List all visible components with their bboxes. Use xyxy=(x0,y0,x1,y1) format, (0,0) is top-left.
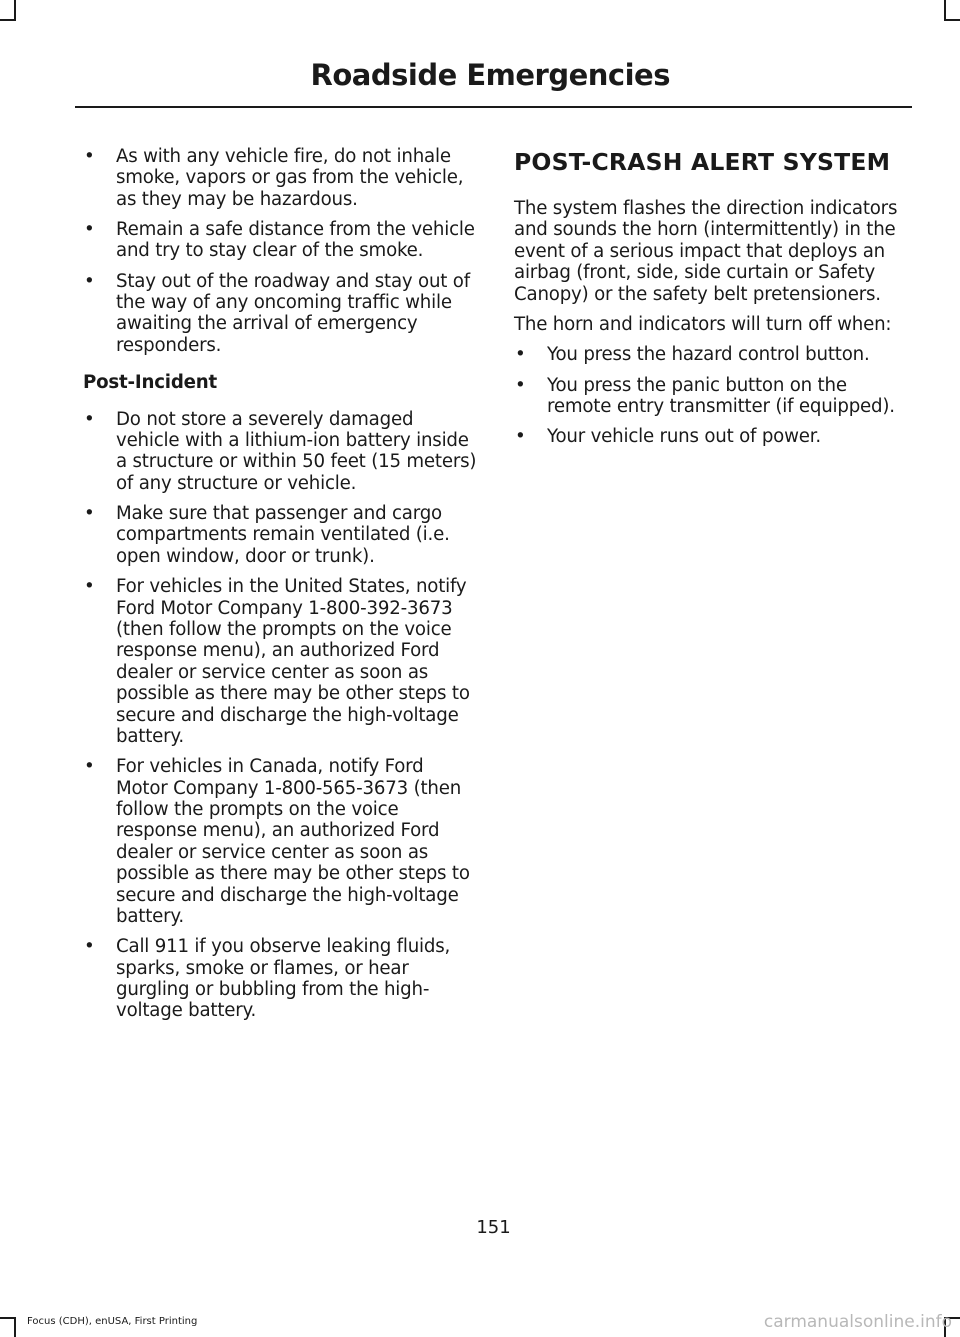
list-item xyxy=(83,271,477,357)
list-item-text: Call 911 if you observe leaking fluids, sparks, smoke or flames, or hear gurgling or bubbling from the high-voltage battery. xyxy=(116,936,451,1022)
list-item xyxy=(83,503,477,567)
bullet-glyph: • xyxy=(84,576,95,598)
list-item xyxy=(83,936,477,1022)
left-column xyxy=(83,146,477,1031)
list-item-text: Stay out of the roadway and stay out of the way of any oncoming traffic while awaiting the arrival of emergency responders. xyxy=(116,270,470,356)
list-item-text: You press the hazard control button. xyxy=(547,344,870,366)
list-item xyxy=(83,219,477,262)
list-item-text: Do not store a severely damaged vehicle with a lithium-ion battery inside a structure or within 50 feet (15 meters) of any structure or vehicle. xyxy=(116,408,477,494)
page-number: 151 xyxy=(476,1217,511,1238)
turn-off-conditions-list xyxy=(514,344,911,447)
watermark: carmanualsonline.info xyxy=(763,1312,952,1332)
bullet-glyph: • xyxy=(515,374,526,396)
list-item xyxy=(514,426,911,447)
list-item-text: Your vehicle runs out of power. xyxy=(547,426,821,448)
list-item xyxy=(83,409,477,495)
crop-mark-top-right-h xyxy=(944,19,960,21)
post-incident-heading: Post-Incident xyxy=(83,372,218,394)
list-item-text: Remain a safe distance from the vehicle and try to stay clear of the smoke. xyxy=(116,219,475,262)
list-item-text: You press the panic button on the remote entry transmitter (if equipped). xyxy=(547,374,895,418)
turn-off-intro: The horn and indicators will turn off when: xyxy=(514,314,892,336)
fire-safety-list xyxy=(83,146,477,356)
crop-mark-top-left xyxy=(14,0,16,20)
page-header-title: Roadside Emergencies xyxy=(310,58,670,92)
bullet-glyph: • xyxy=(84,756,95,778)
crop-mark-bottom-left-h xyxy=(0,1317,16,1319)
bullet-glyph: • xyxy=(84,219,95,241)
list-item-text: For vehicles in the United States, notify Ford Motor Company 1-800-392-3673 (then follow the prompts on the voice response menu), an authorized Ford dealer or service center as soon as possible as there may be other steps to secure and discharge the high-voltage battery. xyxy=(116,576,470,747)
bullet-glyph: • xyxy=(84,408,95,430)
list-item xyxy=(83,756,477,927)
post-incident-list xyxy=(83,409,477,1022)
bullet-glyph: • xyxy=(515,426,526,448)
list-item xyxy=(83,576,477,747)
list-item xyxy=(83,146,477,210)
section-title: POST-CRASH ALERT SYSTEM xyxy=(514,148,891,176)
list-item-text: For vehicles in Canada, notify Ford Motor Company 1-800-565-3673 (then follow the prompts on the voice response menu), an authorized Ford dealer or service center as soon as possible as there may be other steps to secure and discharge the high-voltage battery. xyxy=(116,756,470,927)
bullet-glyph: • xyxy=(84,146,95,167)
list-item xyxy=(514,344,911,365)
list-item-text: Make sure that passenger and cargo compartments remain ventilated (i.e. open window, door or trunk). xyxy=(116,503,450,567)
bullet-glyph: • xyxy=(84,936,95,958)
description-paragraph: The system flashes the direction indicators and sounds the horn (intermittently) in the event of a serious impact that deploys an airbag (front, side, side curtain or Safety Canopy) or the safety belt pretensioners. xyxy=(514,198,898,305)
edition-footer: Focus (CDH), enUSA, First Printing xyxy=(27,1316,198,1327)
bullet-glyph: • xyxy=(84,270,95,292)
header-divider xyxy=(75,106,912,108)
crop-mark-top-right xyxy=(944,0,946,20)
bullet-glyph: • xyxy=(515,344,526,366)
list-item-text: As with any vehicle fire, do not inhale smoke, vapors or gas from the vehicle, as they may be hazardous. xyxy=(116,146,464,210)
crop-mark-bottom-left xyxy=(14,1317,16,1337)
right-column xyxy=(514,146,911,456)
bullet-glyph: • xyxy=(84,503,95,525)
crop-mark-top-left-h xyxy=(0,19,16,21)
list-item xyxy=(514,375,911,418)
